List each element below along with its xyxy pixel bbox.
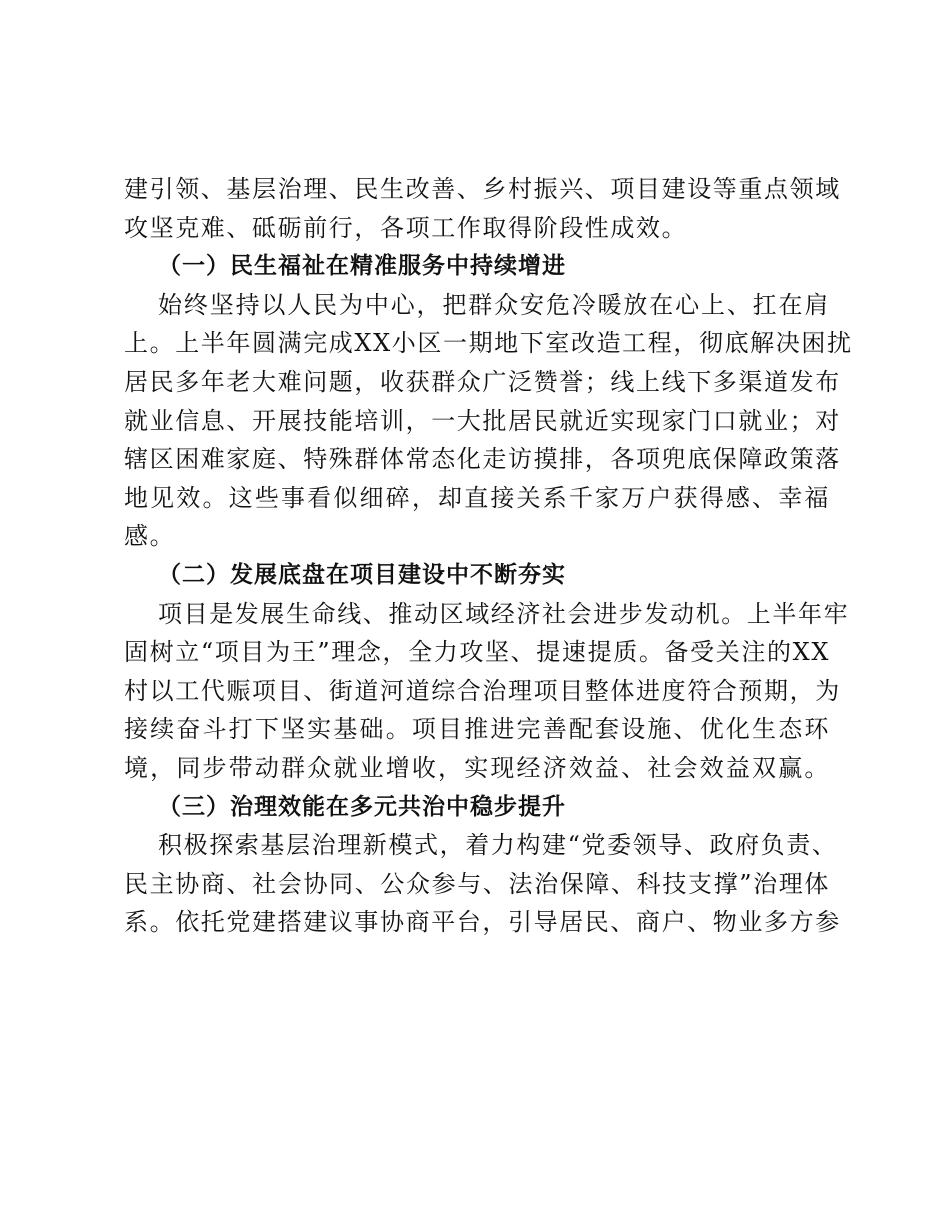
paragraph-line: 境，同步带动群众就业增收，实现经济效益、社会效益双赢。: [124, 753, 830, 782]
section-heading-2: （二）发展底盘在项目建设中不断夯实: [158, 561, 566, 588]
paragraph-line: 村以工代赈项目、街道河道综合治理项目整体进度符合预期，为: [124, 676, 841, 705]
paragraph-line: 建引领、基层治理、民生改善、乡村振兴、项目建设等重点领域: [124, 175, 841, 203]
paragraph-line: 上。上半年圆满完成XX小区一期地下室改造工程，彻底解决困扰: [124, 329, 853, 358]
paragraph-line: 民主协商、社会协同、公众参与、法治保障、科技支撑”治理体: [124, 869, 830, 898]
document-body: [124, 170, 853, 942]
paragraph-line: 攻坚克难、砥砺前行，各项工作取得阶段性成效。: [124, 213, 688, 242]
paragraph-line: 辖区困难家庭、特殊群体常态化走访摸排，各项兜底保障政策落: [124, 445, 841, 474]
paragraph-line: 固树立“项目为王”理念，全力攻坚、提速提质。备受关注的XX: [124, 638, 830, 667]
paragraph-line: 接续奋斗打下坚实基础。项目推进完善配套设施、优化生态环: [124, 715, 830, 744]
paragraph-line: 感。: [124, 522, 176, 551]
section-heading-3: （三）治理效能在多元共治中稳步提升: [158, 793, 566, 820]
paragraph-line: 系。依托党建搭建议事协商平台，引导居民、商户、物业多方参: [124, 908, 841, 937]
paragraph-line: 始终坚持以人民为中心，把群众安危冷暖放在心上、扛在肩: [158, 290, 830, 319]
paragraph-line: 就业信息、开展技能培训，一大批居民就近实现家门口就业；对: [124, 406, 841, 435]
paragraph-line: 地见效。这些事看似细碎，却直接关系千家万户获得感、幸福: [124, 483, 830, 512]
paragraph-line: 积极探索基层治理新模式，着力构建“党委领导、政府负责、: [158, 831, 838, 860]
section-heading-1: （一）民生福祉在精准服务中持续增进: [158, 253, 566, 280]
paragraph-line: 居民多年老大难问题，收获群众广泛赞誉；线上线下多渠道发布: [124, 367, 841, 396]
paragraph-line: 项目是发展生命线、推动区域经济社会进步发动机。上半年牢: [158, 599, 850, 628]
